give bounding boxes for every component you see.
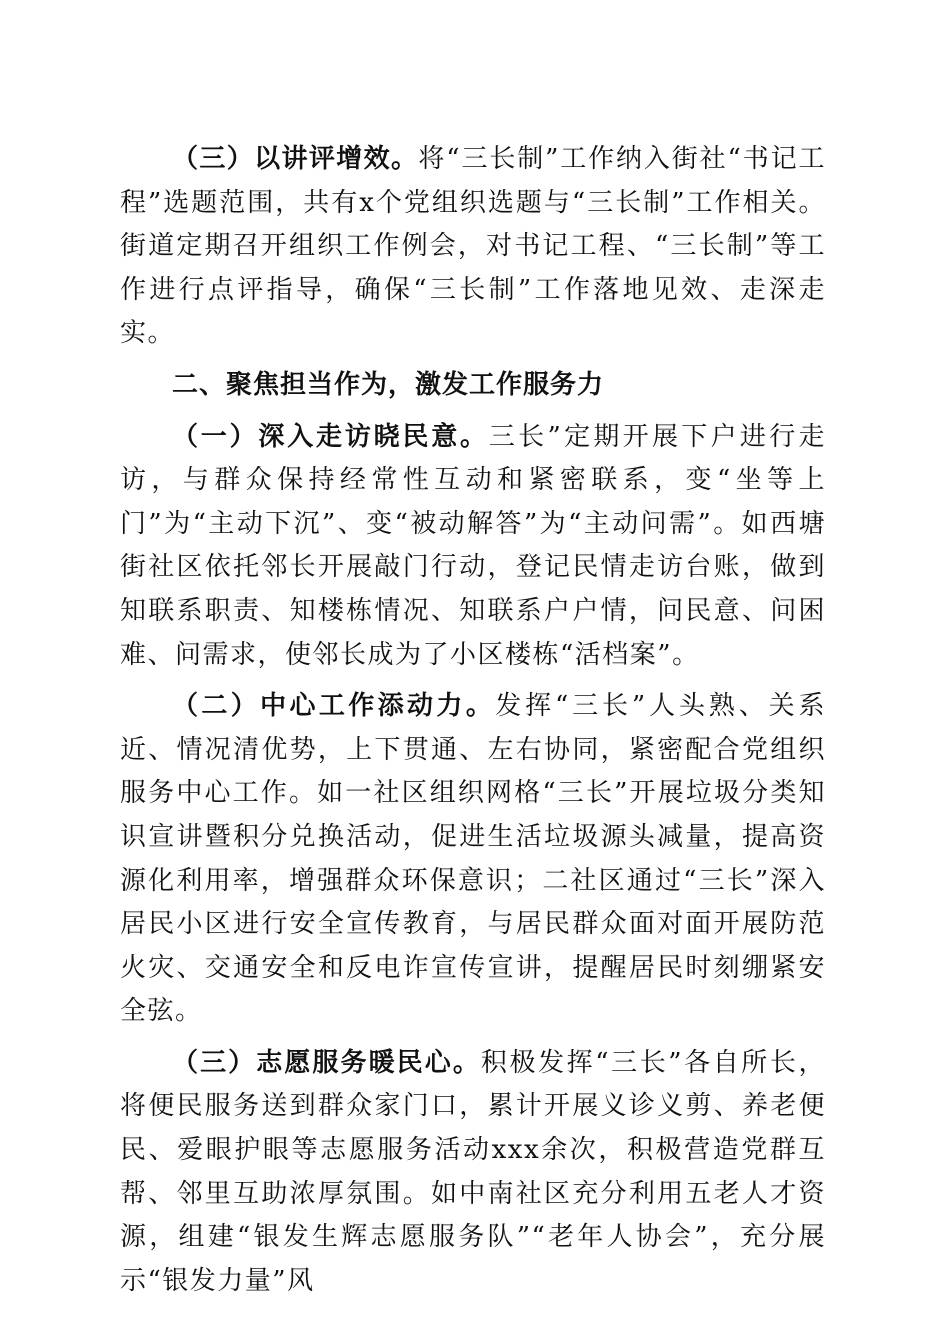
document-body — [120, 138, 826, 1303]
paragraph-text: 三长”定期开展下户进行走访，与群众保持经常性互动和紧密联系，变“坐等上门”为“主动下沉”、变“被动解答”为“主动问需”。如西塘街社区依托邻长开展敲门行动，登记民情走访台账，做到知联系职责、知楼栋情况、知联系户户情，问民意、问困难、问需求，使邻长成为了小区楼栋“活档案”。 — [120, 421, 826, 670]
paragraph-lecture-review — [120, 138, 826, 356]
section-heading: 二、聚焦担当作为，激发工作服务力 — [172, 369, 605, 400]
paragraph-text: 将“三长制”工作纳入街社“书记工程”选题范围，共有x个党组织选题与“三长制”工作相关。街道定期召开组织工作例会，对书记工程、“三长制”等工作进行点评指导，确保“三长制”工作落地见效、走深走实。 — [120, 144, 826, 349]
paragraph-lead: （二）中心工作添动力。 — [172, 691, 496, 722]
paragraph-central-work — [120, 685, 826, 1034]
paragraph-visits — [120, 416, 826, 678]
paragraph-lead: （三）志愿服务暖民心。 — [172, 1047, 481, 1078]
paragraph-text: 发挥“三长”人头熟、关系近、情况清优势，上下贯通、左右协同，紧密配合党组织服务中心工作。如一社区组织网格“三长”开展垃圾分类知识宣讲暨积分兑换活动，促进生活垃圾源头减量，提高资源化利用率，增强群众环保意识；二社区通过“三长”深入居民小区进行安全宣传教育，与居民群众面对面开展防范火灾、交通安全和反电诈宣传宣讲，提醒居民时刻绷紧安全弦。 — [120, 691, 826, 1027]
paragraph-volunteer — [120, 1042, 826, 1304]
paragraph-lead: （一）深入走访晓民意。 — [172, 421, 489, 452]
paragraph-lead: （三）以讲评增效。 — [172, 144, 419, 174]
paragraph-text: 积极发挥“三长”各自所长，将便民服务送到群众家门口，累计开展义诊义剪、养老便民、爱眼护眼等志愿服务活动xxx余次，积极营造党群互帮、邻里互助浓厚氛围。如中南社区充分利用五老人才资源，组建“银发生辉志愿服务队”“老年人协会”，充分展示“银发力量”风 — [120, 1047, 826, 1296]
